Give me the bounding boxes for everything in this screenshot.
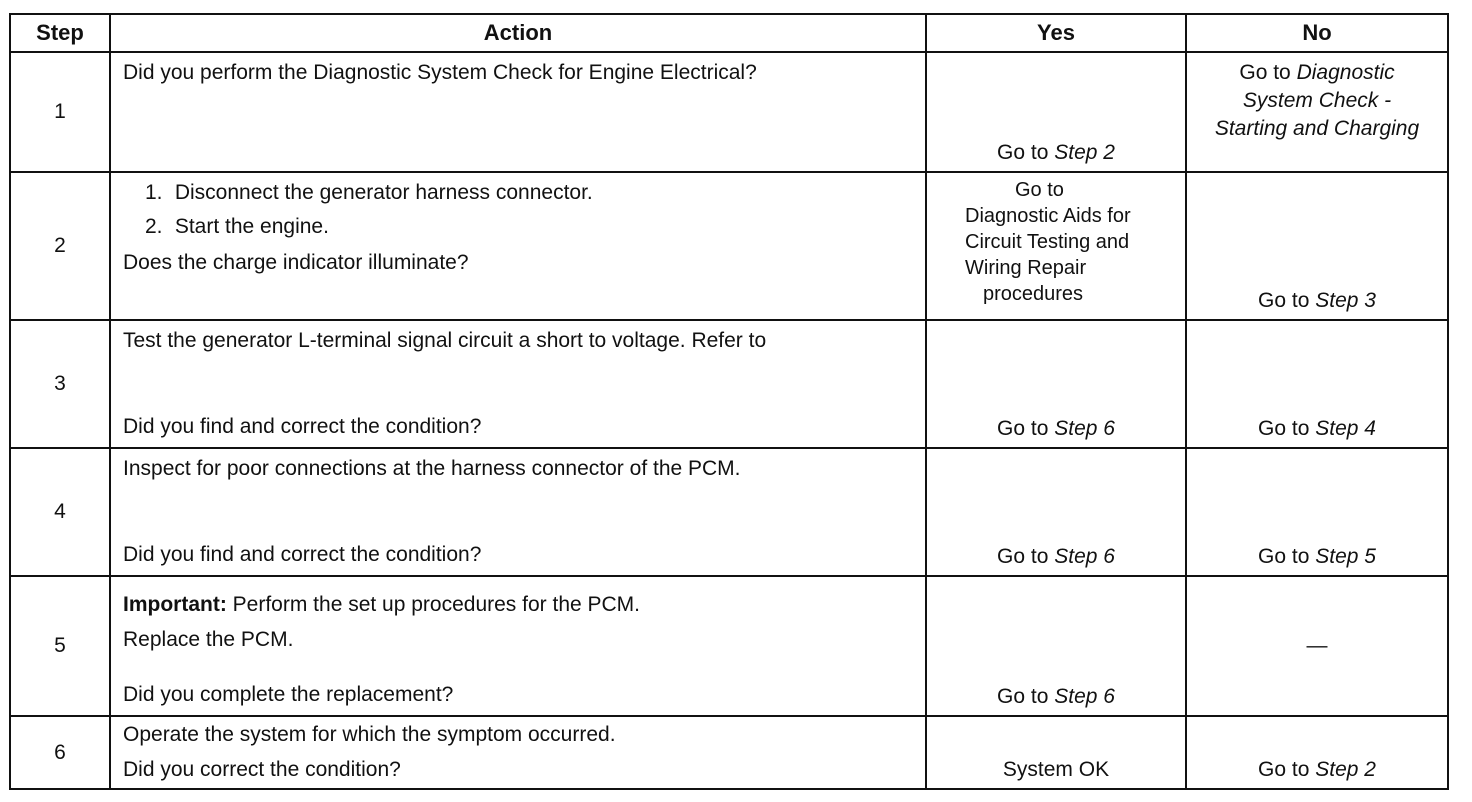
diagnostic-table [9,13,1449,790]
table-row [10,52,1448,172]
yes-cell [926,576,1186,716]
no-goto[interactable] [1187,417,1447,441]
action-question: Did you correct the condition? [123,758,401,781]
yes-cell [926,172,1186,320]
step-ref: Step 6 [1054,685,1115,708]
procedure-ref-line2: System Check - [1242,89,1392,112]
step-ref: Step 6 [1054,545,1115,568]
no-dash: — [1306,634,1328,657]
goto-label: Go to [997,141,1049,164]
yes-goto[interactable] [927,545,1185,569]
yes-goto[interactable] [927,417,1185,441]
no-goto[interactable] [1187,289,1447,313]
step-number: 4 [10,448,110,576]
goto-label: Go to [997,417,1049,440]
action-question: Did you complete the replacement? [123,683,454,706]
procedure-ref-line3: Starting and Charging [1214,117,1420,140]
step-number: 1 [10,52,110,172]
yes-result: System OK [1002,758,1110,781]
important-text: Perform the set up procedures for the PCM. [226,593,641,616]
action-text: Did you perform the Diagnostic System Check for Engine Electrical? [123,61,757,84]
no-cell [1186,320,1448,448]
step-number: 6 [10,716,110,789]
step-ref: Step 2 [1054,141,1115,164]
list-item: 2. Start the engine. [145,215,329,238]
action-text: Test the generator L-terminal signal circuit a short to voltage. Refer to [123,329,767,352]
no-goto[interactable] [1187,59,1447,143]
yes-goto[interactable] [927,685,1185,709]
step-ref: Step 5 [1315,545,1376,568]
no-goto[interactable] [1187,545,1447,569]
no-cell [1186,716,1448,789]
yes-cell [926,52,1186,172]
header-action: Action [110,14,926,52]
action-cell [110,576,926,716]
table-row [10,716,1448,789]
goto-label: Go to [1239,61,1291,84]
header-yes: Yes [926,14,1186,52]
yes-cell [926,716,1186,789]
step-ref: Step 3 [1315,289,1376,312]
action-cell [110,52,926,172]
action-question: Did you find and correct the condition? [123,415,482,438]
step-number: 5 [10,576,110,716]
no-cell [1186,448,1448,576]
step-ref: Step 6 [1054,417,1115,440]
action-question: Does the charge indicator illuminate? [123,251,469,274]
step-number: 3 [10,320,110,448]
yes-goto[interactable]: Go to Diagnostic Aids for Circuit Testing and Wiring Repair procedures [965,179,1131,305]
action-question: Did you find and correct the condition? [123,543,482,566]
no-cell [1186,172,1448,320]
goto-label: Go to [997,685,1049,708]
important-note [123,593,640,617]
table-row [10,172,1448,320]
goto-label: Go to [997,545,1049,568]
step-ref: Step 4 [1315,417,1376,440]
action-cell [110,716,926,789]
table-row [10,576,1448,716]
yes-cell [926,320,1186,448]
header-step: Step [10,14,110,52]
action-cell [110,320,926,448]
header-no: No [1186,14,1448,52]
no-cell [1186,52,1448,172]
procedure-ref: Diagnostic [1296,61,1395,84]
goto-label: Go to [1258,289,1310,312]
action-cell [110,172,926,320]
action-text: Operate the system for which the symptom occurred. [123,723,616,746]
yes-cell [926,448,1186,576]
table-row [10,448,1448,576]
yes-goto[interactable] [927,141,1185,165]
important-label: Important: [123,593,227,616]
goto-label: Go to [1258,417,1310,440]
action-cell [110,448,926,576]
step-number: 2 [10,172,110,320]
header-row [10,14,1448,52]
no-goto[interactable] [1187,758,1447,782]
no-cell [1186,576,1448,716]
action-text: Replace the PCM. [123,628,294,651]
list-item: 1. Disconnect the generator harness connector. [145,181,593,204]
action-text: Inspect for poor connections at the harness connector of the PCM. [123,457,741,480]
goto-label: Go to [1258,758,1310,781]
table-row [10,320,1448,448]
goto-label: Go to [1258,545,1310,568]
step-ref: Step 2 [1315,758,1376,781]
